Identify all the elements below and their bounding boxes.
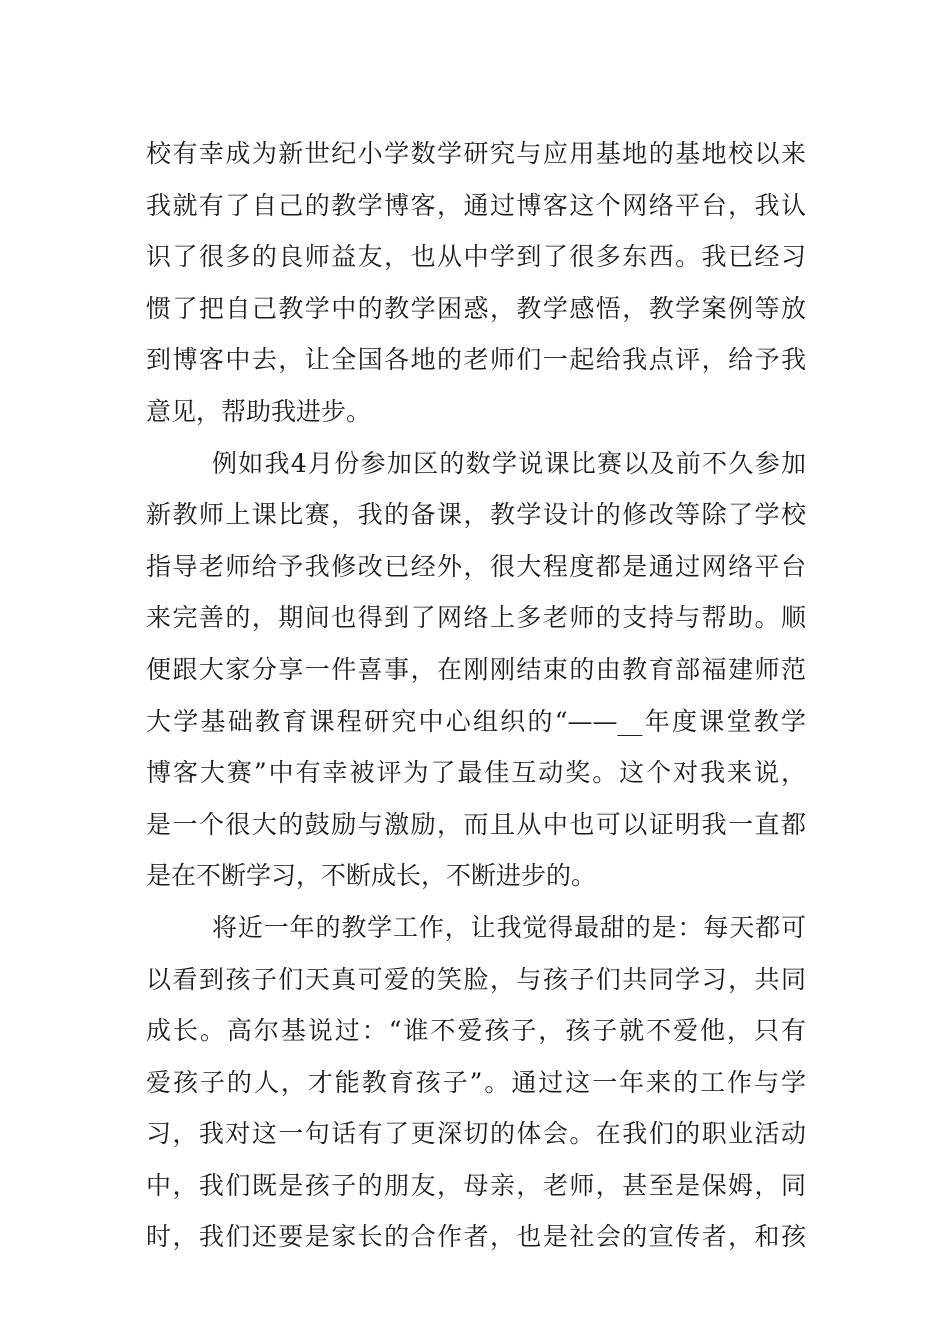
text-line: 博客大赛”中有幸被评为了最佳互动奖。这个对我来说， <box>146 758 806 788</box>
paragraph-first-line: 将近一年的教学工作，让我觉得最甜的是：每天都可 <box>212 912 806 942</box>
body-text <box>146 128 806 1263</box>
text-line: 爱孩子的人，才能教育孩子”。通过这一年来的工作与学 <box>146 1067 806 1097</box>
text-line: 到博客中去，让全国各地的老师们一起给我点评，给予我 <box>146 345 806 375</box>
text-line: 指导老师给予我修改已经外，很大程度都是通过网络平台 <box>146 551 806 581</box>
text-line: 便跟大家分享一件喜事，在刚刚结束的由教育部福建师范 <box>146 654 806 684</box>
text-line: 大学基础教育课程研究中心组织的“——__年度课堂教学 <box>146 706 806 736</box>
text-line: 识了很多的良师益友，也从中学到了很多东西。我已经习 <box>146 242 806 272</box>
text-line: 是在不断学习，不断成长，不断进步的。 <box>146 861 597 891</box>
text-line: 成长。高尔基说过：“谁不爱孩子，孩子就不爱他，只有 <box>146 1016 806 1046</box>
text-line: 是一个很大的鼓励与激励，而且从中也可以证明我一直都 <box>146 809 806 839</box>
text-line: 习，我对这一句话有了更深切的体会。在我们的职业活动 <box>146 1119 806 1149</box>
text-line: 时，我们还要是家长的合作者，也是社会的宣传者，和孩 <box>146 1222 806 1252</box>
text-line: 新教师上课比赛，我的备课，教学设计的修改等除了学校 <box>146 500 806 530</box>
text-line: 来完善的，期间也得到了网络上多老师的支持与帮助。顺 <box>146 603 806 633</box>
text-line: 惯了把自己教学中的教学困惑，教学感悟，教学案例等放 <box>146 293 806 323</box>
text-line: 我就有了自己的教学博客，通过博客这个网络平台，我认 <box>146 190 806 220</box>
text-line: 校有幸成为新世纪小学数学研究与应用基地的基地校以来 <box>146 139 806 168</box>
text-line: 以看到孩子们天真可爱的笑脸，与孩子们共同学习，共同 <box>146 964 806 994</box>
paragraph-first-line: 例如我4月份参加区的数学说课比赛以及前不久参加 <box>212 448 806 478</box>
text-line: 意见，帮助我进步。 <box>146 396 372 426</box>
text-line: 中，我们既是孩子的朋友，母亲，老师，甚至是保姆，同 <box>146 1170 806 1200</box>
